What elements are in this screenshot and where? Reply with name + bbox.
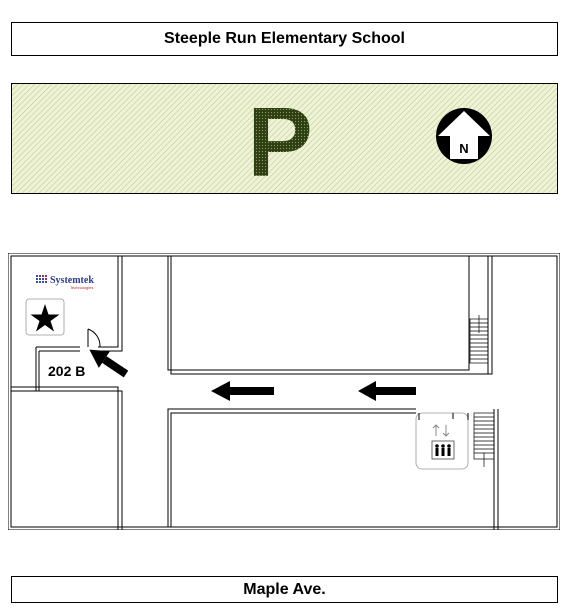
star-icon <box>26 299 64 335</box>
wall-room-topleft <box>98 256 122 351</box>
floor-plan-graphic <box>8 253 560 530</box>
parking-lot-graphic <box>12 84 557 193</box>
street-name-text: Maple Ave. <box>243 580 326 598</box>
wall-left-lower <box>11 387 122 530</box>
wall-lower-block <box>168 409 416 527</box>
stairs-icon <box>474 413 494 467</box>
wall-lower-right <box>494 409 498 530</box>
logo-brand: Systemtek <box>50 275 94 286</box>
floor-plan <box>8 253 560 530</box>
direction-arrow-icon <box>358 381 416 401</box>
map-title-text: Steeple Run Elementary School <box>164 30 405 47</box>
parking-sign: P <box>247 87 313 193</box>
elevator-icon <box>416 413 468 469</box>
stairs-icon <box>470 315 488 363</box>
room-202b-label: 202 B <box>48 363 86 379</box>
direction-arrow-icon <box>211 381 274 401</box>
systemtek-logo <box>36 275 94 290</box>
map-title <box>11 22 558 56</box>
logo-tagline: Technologies <box>70 285 94 290</box>
north-label: N <box>459 141 469 156</box>
north-arrow-icon <box>436 108 492 164</box>
street-label <box>11 576 558 603</box>
wall-upper-block <box>168 256 492 374</box>
parking-lot <box>11 83 558 194</box>
direction-arrows <box>84 341 416 401</box>
door-swing <box>88 329 100 347</box>
